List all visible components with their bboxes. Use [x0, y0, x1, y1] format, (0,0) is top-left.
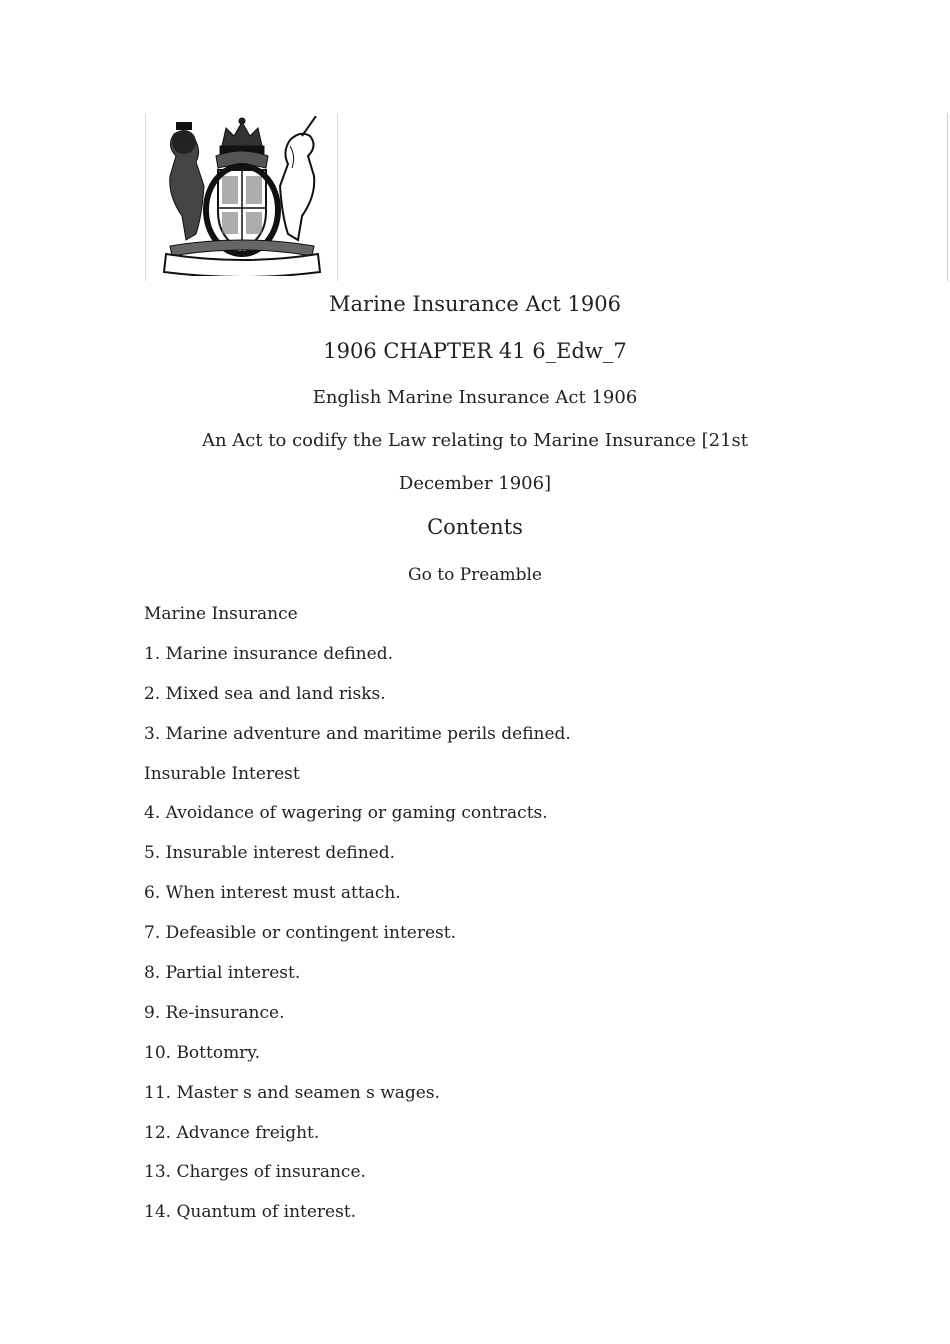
long-title-line-1: An Act to codify the Law relating to Marine Insurance [21st: [201, 430, 749, 451]
toc-item[interactable]: 4. Avoidance of wagering or gaming contracts.: [144, 803, 548, 824]
toc-section-heading: Marine Insurance: [144, 604, 298, 624]
contents-heading: Contents: [427, 515, 523, 539]
toc-item[interactable]: 13. Charges of insurance.: [144, 1162, 366, 1183]
toc-item[interactable]: 11. Master s and seamen s wages.: [144, 1082, 440, 1103]
toc-section-heading: Insurable Interest: [144, 763, 300, 784]
short-title: English Marine Insurance Act 1906: [312, 387, 638, 408]
table-of-contents: [144, 600, 571, 1238]
toc-item[interactable]: 10. Bottomry.: [144, 1042, 261, 1063]
preamble-link[interactable]: Go to Preamble: [408, 565, 542, 585]
toc-item[interactable]: 2. Mixed sea and land risks.: [144, 683, 386, 704]
page-edge-rule: [947, 113, 948, 281]
toc-item[interactable]: 8. Partial interest.: [144, 963, 301, 984]
toc-item[interactable]: 9. Re-insurance.: [144, 1002, 285, 1023]
toc-item[interactable]: 14. Quantum of interest.: [144, 1202, 357, 1223]
long-title-line-2: December 1906]: [398, 473, 552, 494]
toc-item[interactable]: 7. Defeasible or contingent interest.: [144, 923, 456, 944]
chapter-reference: 1906 CHAPTER 41 6_Edw_7: [323, 339, 627, 363]
act-title: Marine Insurance Act 1906: [329, 292, 621, 316]
toc-item[interactable]: 5. Insurable interest defined.: [144, 843, 396, 864]
royal-crest-icon: [156, 116, 328, 276]
toc-item[interactable]: 1. Marine insurance defined.: [144, 643, 393, 664]
toc-item[interactable]: 3. Marine adventure and maritime perils defined.: [144, 723, 571, 744]
toc-item[interactable]: 6. When interest must attach.: [144, 883, 401, 904]
royal-coat-of-arms: [145, 113, 338, 281]
toc-item[interactable]: 12. Advance freight.: [144, 1122, 320, 1143]
